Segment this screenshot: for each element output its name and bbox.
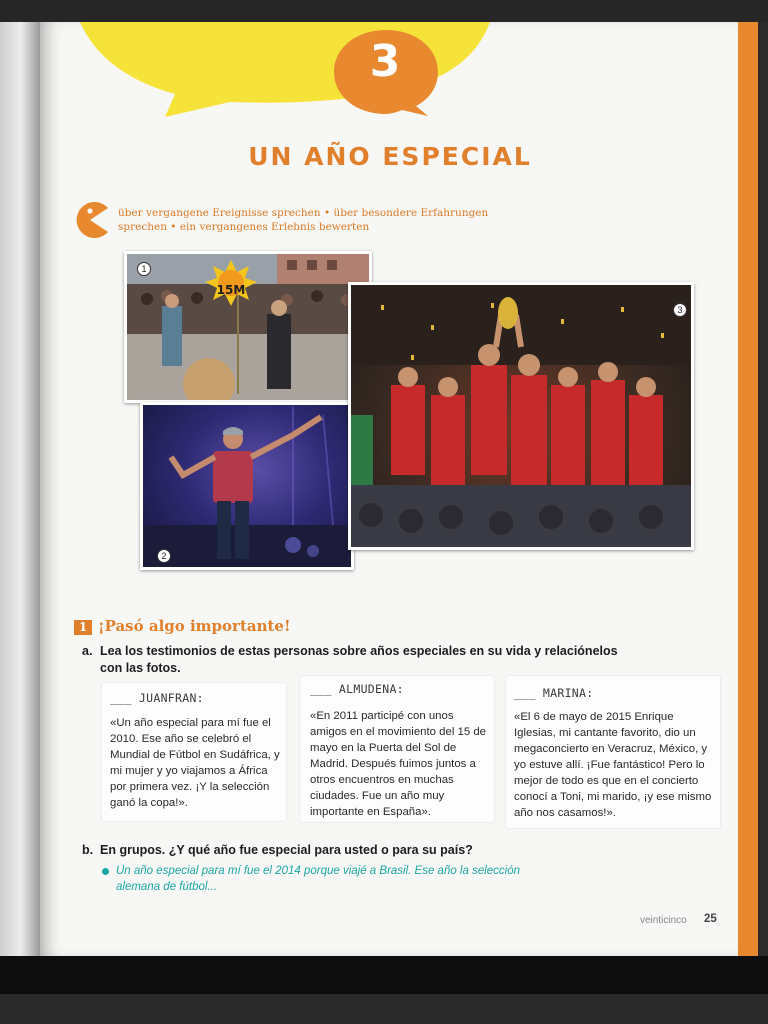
scan-bottom-strip bbox=[0, 994, 768, 1024]
example-answer: Un año especial para mí fue el 2014 porque viajé a Brasil. Ese año la selección alemana de fútbol... bbox=[116, 865, 521, 893]
photo-protest-crowd bbox=[124, 251, 372, 403]
section-number-box: 1 bbox=[74, 620, 92, 635]
task-b-instruction: En grupos. ¿Y qué año fue especial para usted o para su país? bbox=[100, 843, 473, 857]
section-title: ¡Pasó algo importante! bbox=[98, 617, 291, 635]
photo-football-celebration bbox=[348, 282, 694, 550]
protest-scene-illustration bbox=[127, 254, 369, 400]
testimonial-text: «El 6 de mayo de 2015 Enrique Iglesias, mi cantante favorito, dio un megaconcierto en Veracruz, México, y yo estuve allí. ¡Fue fantástico! Pero lo mejor de todo es que en el concierto conocí a Toni, mi marido, ¡y ese mismo año nos casamos!». bbox=[514, 711, 712, 819]
objectives-icon bbox=[70, 200, 110, 240]
testimonial-text: «Un año especial para mí fue el 2010. Ese año se celebró el Mundial de Fútbol en Sudáfrica, y mi mujer y yo viajamos a África por primera vez. ¡Y la selección ganó la copa!». bbox=[110, 717, 280, 809]
learning-objectives: über vergangene Ereignisse sprechen • über besondere Erfahrungen sprechen • ein vergangenes Erlebnis bewerten bbox=[118, 207, 489, 233]
scan-right-edge bbox=[758, 22, 768, 956]
example-bullet bbox=[102, 868, 109, 875]
task-a-instruction: Lea los testimonios de estas personas sobre años especiales en su vida y relaciónelos con las fotos. bbox=[100, 644, 618, 675]
photo-number-badge: 2 bbox=[157, 549, 171, 563]
concert-scene-illustration bbox=[143, 405, 351, 567]
football-scene-illustration bbox=[351, 285, 691, 547]
testimonial-card bbox=[506, 676, 720, 828]
task-a-letter: a. bbox=[82, 644, 93, 658]
page-number-word: veinticinco bbox=[640, 915, 687, 926]
unit-number: 3 bbox=[369, 36, 401, 87]
testimonial-text: «En 2011 participé con unos amigos en el movimiento del 15 de mayo en la Puerta del Sol de Madrid. Después fuimos juntos a otros encuentros en muchas ciudades. Fue un año muy importante en España». bbox=[310, 710, 487, 818]
orange-page-edge bbox=[738, 22, 758, 956]
photo-concert-singer bbox=[140, 402, 354, 570]
scan-top-edge bbox=[0, 0, 768, 24]
testimonial-name: ___ MARINA: bbox=[514, 686, 594, 700]
photo-number-badge: 1 bbox=[137, 262, 151, 276]
task-b-letter: b. bbox=[82, 843, 94, 857]
testimonial-name: ___ ALMUDENA: bbox=[310, 682, 404, 696]
testimonial-card bbox=[300, 676, 494, 822]
page-number: 25 bbox=[704, 913, 717, 925]
testimonial-card bbox=[102, 683, 286, 821]
unit-title: UN AÑO ESPECIAL bbox=[248, 142, 532, 171]
photo-number-badge: 3 bbox=[673, 303, 687, 317]
testimonial-name: ___ JUANFRAN: bbox=[110, 691, 204, 705]
protest-sign-text: 15M bbox=[216, 283, 246, 297]
